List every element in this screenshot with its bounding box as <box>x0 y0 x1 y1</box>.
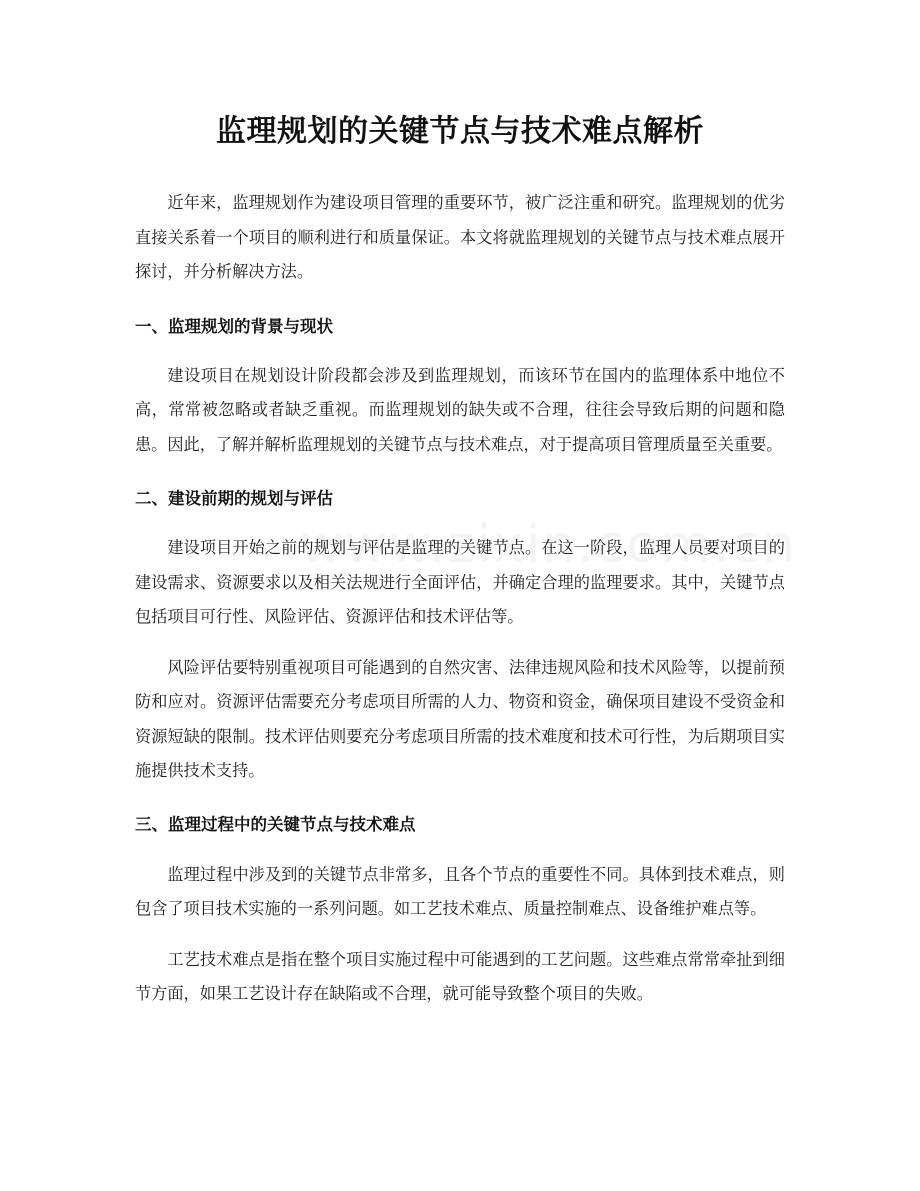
section-3-paragraph-2: 工艺技术难点是指在整个项目实施过程中可能遇到的工艺问题。这些难点常常牵扯到细节方面，如果工艺设计存在缺陷或不合理，就可能导致整个项目的失败。 <box>135 949 785 1003</box>
section-2-paragraph-2: 风险评估要特别重视项目可能遇到的自然灾害、法律违规风险和技术风险等，以提前预防和应对。资源评估需要充分考虑项目所需的人力、物资和资金，确保项目建设不受资金和资源短缺的限制。技术评估则要充分考虑项目所需的技术难度和技术可行性，为后期项目实施提供技术支持。 <box>135 657 785 780</box>
section-2-paragraph-1: 建设项目开始之前的规划与评估是监理的关键节点。在这一阶段，监理人员要对项目的建设需求、资源要求以及相关法规进行全面评估，并确定合理的监理要求。其中，关键节点包括项目可行性、风险评估、资源评估和技术评估等。 <box>135 538 785 626</box>
section-3-paragraph-1: 监理过程中涉及到的关键节点非常多，且各个节点的重要性不同。具体到技术难点，则包含了项目技术实施的一系列问题。如工艺技术难点、质量控制难点、设备维护难点等。 <box>135 864 785 918</box>
intro-paragraph: 近年来，监理规划作为建设项目管理的重要环节，被广泛注重和研究。监理规划的优劣直接关系着一个项目的顺利进行和质量保证。本文将就监理规划的关键节点与技术难点展开探讨，并分析解决方法。 <box>135 193 785 281</box>
section-1-heading: 一、监理规划的背景与现状 <box>135 316 333 336</box>
section-2-heading: 二、建设前期的规划与评估 <box>135 489 333 508</box>
document-title: 监理规划的关键节点与技术难点解析 <box>216 114 704 149</box>
section-1-paragraph-1: 建设项目在规划设计阶段都会涉及到监理规划，而该环节在国内的监理体系中地位不高，常常被忽略或者缺乏重视。而监理规划的缺失或不合理，往往会导致后期的问题和隐患。因此，了解并解析监理规划的关键节点与技术难点，对于提高项目管理质量至关重要。 <box>135 365 785 454</box>
section-3-heading: 三、监理过程中的关键节点与技术难点 <box>135 814 416 834</box>
